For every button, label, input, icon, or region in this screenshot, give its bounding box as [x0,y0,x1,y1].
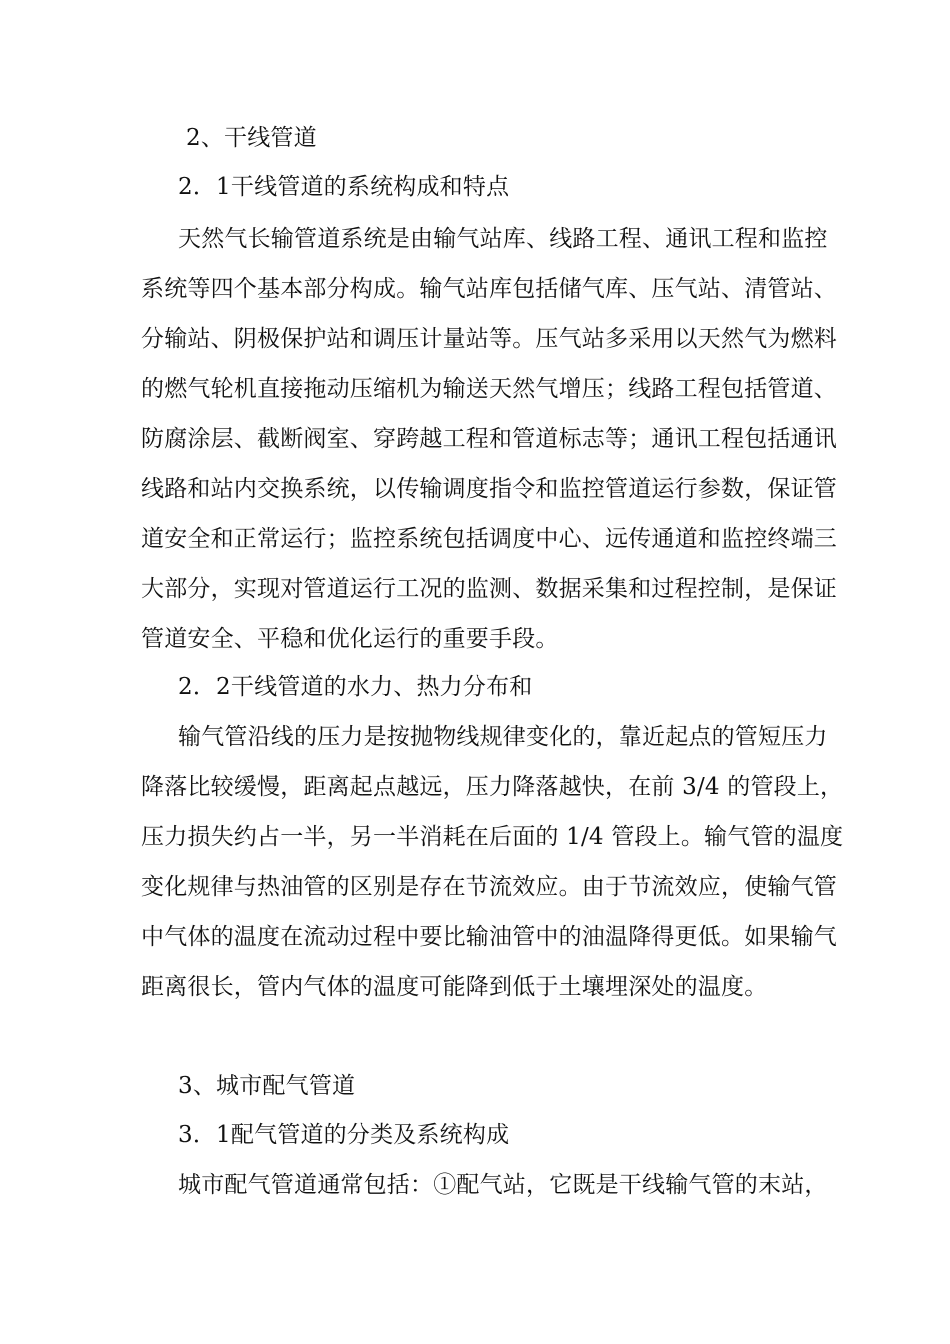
paragraph-line: 中气体的温度在流动过程中要比输油管中的油温降得更低。如果输气 [141,924,837,950]
paragraph-line: 压力损失约占一半，另一半消耗在后面的 1/4 管段上。输气管的温度 [141,824,844,850]
section3-heading: 3、城市配气管道 [178,1073,356,1099]
paragraph-line: 线路和站内交换系统，以传输调度指令和监控管道运行参数，保证管 [141,476,837,502]
paragraph-line: 城市配气管道通常包括：①配气站，它既是干线输气管的末站， [178,1172,828,1198]
paragraph-line: 分输站、阴极保护站和调压计量站等。压气站多采用以天然气为燃料 [141,326,837,352]
section2-heading: 2、干线管道 [186,125,317,151]
paragraph-line: 道安全和正常运行；监控系统包括调度中心、远传通道和监控终端三 [141,526,837,552]
section2-1-heading: 2．1干线管道的系统构成和特点 [178,174,510,200]
section3-1-heading: 3．1配气管道的分类及系统构成 [178,1122,510,1148]
section2-2-heading: 2．2干线管道的水力、热力分布和 [178,674,533,700]
paragraph-line: 大部分，实现对管道运行工况的监测、数据采集和过程控制，是保证 [141,576,837,602]
paragraph-line: 天然气长输管道系统是由输气站库、线路工程、通讯工程和监控 [178,226,828,252]
paragraph-line: 系统等四个基本部分构成。输气站库包括储气库、压气站、清管站、 [141,276,837,302]
paragraph-line: 距离很长，管内气体的温度可能降到低于土壤埋深处的温度。 [141,974,768,1000]
paragraph-line: 降落比较缓慢，距离起点越远，压力降落越快，在前 3/4 的管段上， [141,774,844,800]
paragraph-line: 的燃气轮机直接拖动压缩机为输送天然气增压；线路工程包括管道、 [141,376,837,402]
paragraph-line: 管道安全、平稳和优化运行的重要手段。 [141,626,559,652]
paragraph-line: 变化规律与热油管的区别是存在节流效应。由于节流效应，使输气管 [141,874,837,900]
paragraph-line: 输气管沿线的压力是按抛物线规律变化的，靠近起点的管短压力 [178,724,828,750]
paragraph-line: 防腐涂层、截断阀室、穿跨越工程和管道标志等；通讯工程包括通讯 [141,426,837,452]
